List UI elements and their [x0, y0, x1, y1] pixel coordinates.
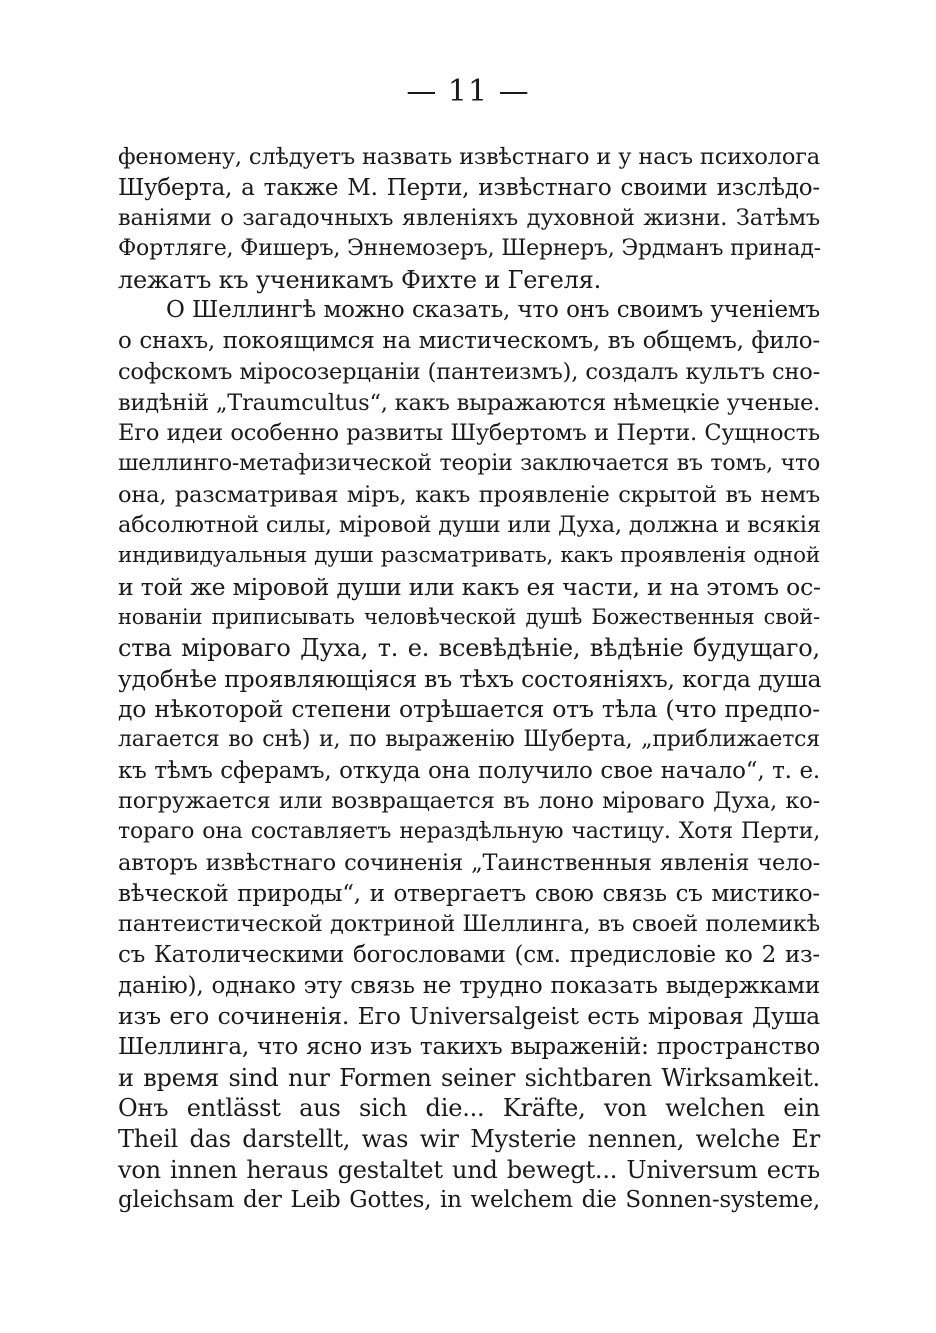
text-line: О Шеллингѣ можно сказать, что онъ своимъ ученіемъ — [166, 297, 820, 324]
text-line: шеллинго-метафизической теоріи заключается въ томъ, что — [118, 450, 820, 476]
text-line: данію), однако эту связь не трудно показать выдержками — [118, 972, 820, 999]
text-line: видѣній „Traumcultus“, какъ выражаются нѣмецкіе ученые. — [118, 389, 821, 416]
text-line: абсолютной силы, міровой души или Духа, должна и всякія — [118, 512, 821, 539]
text-line: изъ его сочиненія. Его Universalgeist есть міровая Душа — [118, 1002, 820, 1031]
text-line: von innen heraus gestaltet und bewegt... Universum есть — [118, 1155, 820, 1184]
text-line: Theil das darstellt, was wir Mysterie nennen, welche Er — [118, 1125, 820, 1153]
paragraph-1 — [118, 142, 820, 295]
text-line: и время sind nur Formen seiner sichtbaren Wirksamkeit. — [118, 1063, 820, 1092]
text-line: ства міроваго Духа, т. е. всевѣдѣніе, вѣдѣніе будущаго, — [118, 634, 820, 662]
text-line: до нѣкоторой степени отрѣшается отъ тѣла (что предпо- — [118, 695, 820, 724]
text-line: и той же міровой души или какъ ея части, и на этомъ ос- — [118, 572, 821, 601]
text-line: Шеллинга, что ясно изъ такихъ выраженій: пространство — [118, 1033, 820, 1060]
text-line: Его идеи особенно развиты Шубертомъ и Перти. Сущность — [118, 420, 820, 447]
text-line: она, разсматривая міръ, какъ проявленіе скрытой въ немъ — [118, 481, 820, 508]
text-line: лежатъ къ ученикамъ Фихте и Гегеля. — [118, 265, 602, 294]
text-line: Фортляге, Фишеръ, Эннемозеръ, Шернеръ, Эрдманъ принад- — [118, 236, 821, 262]
text-line: gleichsam der Leib Gottes, in welchem die Sonnen-systeme, — [118, 1187, 820, 1214]
text-line: феномену, слѣдуетъ назвать извѣстнаго и у насъ психолога — [118, 144, 820, 170]
text-line: тораго она составляетъ нераздѣльную частицу. Хотя Перти, — [118, 819, 820, 845]
text-line: къ тѣмъ сферамъ, откуда она получило свое начало“, т. е. — [118, 757, 820, 784]
text-line: погружается или возвращается въ лоно міроваго Духа, ко- — [118, 788, 820, 815]
text-line: Онъ entlässt aus sich die... Kräfte, von welchen ein — [118, 1094, 820, 1123]
text-line: Шуберта, а также М. Перти, извѣстнаго своими изслѣдо- — [118, 174, 820, 201]
text-line: индивидуальныя души разсматривать, какъ проявленія одной — [118, 542, 820, 568]
text-line: пантеистической доктриной Шеллинга, въ своей полемикѣ — [118, 911, 820, 938]
text-line: лагается во снѣ) и, по выраженію Шуберта, „приближается — [118, 727, 820, 753]
text-line: софскомъ міросозерцаніи (пантеизмъ), создалъ культъ сно- — [118, 358, 820, 385]
body-text — [118, 142, 820, 1216]
paragraph-2 — [118, 295, 820, 1216]
text-line: съ Католическими богословами (см. предисловіе ко 2 из- — [118, 941, 820, 968]
text-line: о снахъ, покоящимся на мистическомъ, въ общемъ, фило- — [118, 328, 820, 355]
text-line: ваніями о загадочныхъ явленіяхъ духовной жизни. Затѣмъ — [118, 205, 820, 232]
text-line: вѣческой природы“, и отвергаетъ свою связь съ мистико- — [118, 880, 820, 907]
text-line: удобнѣе проявляющіяся въ тѣхъ состояніяхъ, когда душа — [118, 664, 822, 693]
page-number: — 11 — — [406, 74, 530, 109]
text-line: авторъ извѣстнаго сочиненія „Таинственныя явленія чело- — [118, 849, 820, 876]
text-line: нованіи приписывать человѣческой душѣ Божественныя свой- — [118, 605, 820, 630]
